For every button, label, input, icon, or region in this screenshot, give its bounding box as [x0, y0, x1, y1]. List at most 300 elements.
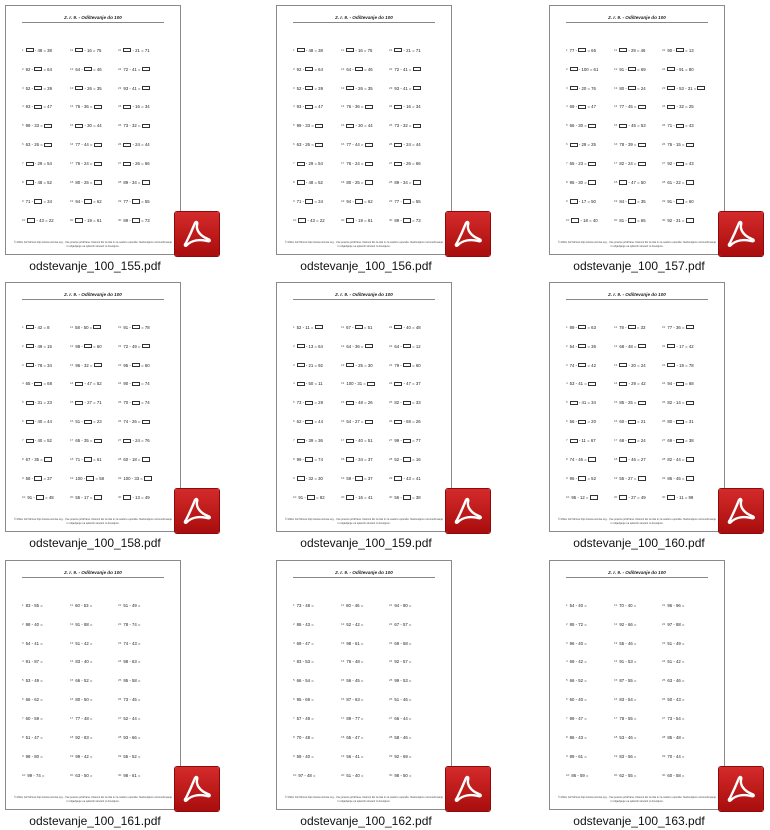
problem-item: $^6$ 95 - 69 = [293, 697, 314, 703]
answer-box [394, 476, 402, 480]
problem-item: $^2$ - 49 = 15 [22, 343, 52, 349]
problem-number: 5 [22, 400, 24, 405]
problem-number: 24 [662, 104, 666, 109]
problem-item: $^{14}$ 100 - 31 = [341, 381, 375, 386]
answer-box [75, 86, 83, 90]
problem-item: $^1$ 89 - = 63 [566, 324, 596, 330]
problem-item: $^1$ 77 - = 65 [566, 47, 596, 53]
answer-box [578, 325, 586, 329]
problem-number: 7 [22, 438, 24, 443]
problem-number: 14 [341, 659, 345, 664]
problem-item: $^{15}$ 66 - 52 = [70, 678, 93, 684]
problem-item: $^1$ - 42 = 8 [22, 324, 50, 330]
problem-number: 12 [614, 621, 618, 626]
problem-item: $^{20}$ - 19 = 61 [70, 218, 102, 223]
answer-box [686, 143, 694, 147]
answer-box [403, 218, 411, 222]
problem-item: $^{20}$ 63 - 50 = [70, 773, 93, 778]
file-name-label[interactable]: odstevanje_100_162.pdf [300, 814, 432, 828]
title-divider [293, 22, 435, 23]
problem-number: 16 [341, 419, 345, 424]
answer-box [394, 420, 402, 424]
answer-box [667, 495, 675, 499]
answer-box [619, 48, 627, 52]
problem-number: 18 [341, 735, 345, 740]
problem-number: 27 [662, 438, 666, 443]
problem-item: $^{27}$ 69 - = 38 [662, 438, 694, 444]
problem-number: 21 [118, 324, 122, 329]
answer-box [628, 67, 636, 71]
file-item[interactable] [0, 555, 210, 827]
problem-item: $^1$ 54 - 40 = [566, 602, 587, 608]
problem-number: 15 [70, 678, 74, 683]
problem-item: $^{24}$ - 16 = 34 [389, 104, 421, 110]
problem-item: $^{11}$ - 29 = 46 [614, 47, 646, 53]
problem-number: 15 [614, 678, 618, 683]
problem-number: 10 [22, 495, 26, 499]
problem-number: 3 [566, 640, 568, 645]
problem-number: 5 [566, 123, 568, 128]
problem-item: $^{28}$ 82 - 44 = [662, 457, 694, 462]
problem-number: 5 [293, 123, 295, 128]
problem-item: $^{14}$ 83 - 40 = [70, 659, 93, 665]
problem-number: 27 [389, 161, 393, 166]
problem-number: 10 [22, 773, 26, 777]
problem-item: $^8$ 86 - 43 = [566, 735, 587, 741]
problem-number: 24 [118, 659, 122, 664]
answer-box [132, 199, 140, 203]
file-name-label[interactable]: odstevanje_100_156.pdf [300, 259, 432, 273]
answer-box [297, 476, 305, 480]
problem-item: $^9$ - 17 = 50 [566, 199, 596, 205]
problem-item: $^{13}$ 98 - 61 = [341, 640, 364, 646]
problem-item: $^{10}$ - 18 = 40 [566, 218, 598, 223]
problem-number: 23 [389, 85, 393, 90]
problem-item: $^9$ 98 - 80 = [22, 754, 43, 760]
problem-item: $^{17}$ 82 - 24 = [614, 161, 646, 166]
problem-item: $^{26}$ - 24 = 44 [389, 142, 421, 148]
problem-item: $^{16}$ 54 - 27 = [341, 419, 373, 424]
problem-number: 2 [22, 66, 24, 71]
problem-item: $^6$ 60 - 40 = [566, 697, 587, 703]
problem-number: 23 [662, 640, 666, 645]
problem-item: $^{13}$ 55 - 46 = [614, 640, 637, 646]
answer-box [403, 457, 411, 461]
problem-number: 10 [22, 218, 26, 222]
problem-number: 3 [22, 640, 24, 645]
answer-box [570, 401, 578, 405]
problem-item: $^{25}$ 63 - 46 = [662, 678, 685, 684]
problem-number: 26 [389, 697, 393, 702]
pdf-thumbnail[interactable] [5, 282, 181, 532]
problem-item: $^{30}$ - 13 = 49 [118, 495, 150, 500]
answer-box [619, 382, 627, 386]
problem-number: 18 [70, 457, 74, 462]
answer-box [578, 344, 586, 348]
problem-item: $^{27}$ 99 - = 77 [389, 438, 421, 444]
answer-box [628, 439, 636, 443]
problem-item: $^{17}$ 76 - 24 = [70, 161, 102, 166]
problem-number: 8 [22, 735, 24, 740]
problem-number: 17 [70, 438, 74, 443]
answer-box [394, 325, 402, 329]
answer-box [123, 439, 131, 443]
problem-item: $^{15}$ 56 - 45 = [341, 678, 364, 684]
answer-box [365, 344, 373, 348]
worksheet-footer: © Mirko Ivič Mrvica http://www.ucimise.org - Vse pravice pridržane. Delovni list za tisk in za osebno uporabo. Nedovoljeno razmnoževanje in objavljanje na spletnih straneh ni dovoljeno. [558, 796, 716, 803]
problem-item: $^3$ - 20 = 76 [566, 85, 596, 91]
answer-box [638, 143, 646, 147]
problem-item: $^3$ 54 - 41 = [22, 640, 43, 646]
problem-item: $^5$ 73 - = 29 [293, 400, 323, 406]
problem-item: $^{18}$ 92 - 83 = [70, 735, 93, 741]
file-name-label[interactable]: odstevanje_100_158.pdf [29, 536, 161, 550]
problem-item: $^{25}$ 71 - = 43 [662, 123, 694, 129]
answer-box [394, 143, 402, 147]
problem-number: 22 [118, 343, 122, 348]
file-name-label[interactable]: odstevanje_100_160.pdf [573, 536, 705, 550]
problem-number: 6 [566, 142, 568, 147]
problem-item: $^8$ 95 - 30 = [566, 180, 596, 185]
pdf-thumbnail[interactable] [5, 560, 181, 810]
problem-item: $^4$ 93 - = 47 [293, 104, 323, 110]
worksheet-title: 2. r. 9. - Odštevanje do 100 [335, 570, 393, 575]
problem-item: $^{18}$ - 34 = 37 [341, 457, 373, 463]
problem-item: $^{24}$ 94 - = 68 [662, 381, 694, 387]
problem-number: 25 [389, 400, 393, 405]
problem-item: $^7$ 65 - 23 = [566, 161, 596, 166]
problem-item: $^{11}$ 80 - 46 = [341, 602, 364, 608]
problem-item: $^6$ 63 - 26 = [293, 142, 323, 147]
problem-item: $^{16}$ 80 - 50 = [70, 697, 93, 703]
problem-number: 6 [566, 419, 568, 424]
pdf-thumbnail[interactable] [549, 282, 725, 532]
problem-number: 4 [293, 381, 295, 386]
problem-item: $^4$ 83 - 53 = [293, 659, 314, 665]
problem-number: 29 [118, 754, 122, 759]
problem-item: $^{29}$ 100 - 33 = [118, 476, 152, 481]
problem-number: 27 [662, 716, 666, 721]
problem-number: 26 [389, 142, 393, 147]
answer-box [94, 439, 102, 443]
problem-number: 22 [662, 343, 666, 348]
problem-number: 19 [70, 476, 74, 481]
problem-number: 2 [293, 66, 295, 71]
problem-number: 2 [566, 343, 568, 348]
answer-box [403, 401, 411, 405]
problem-item: $^{21}$ 91 - = 78 [118, 324, 150, 330]
problem-item: $^{22}$ 72 - 41 = [118, 67, 150, 72]
problem-number: 6 [22, 419, 24, 424]
problem-item: $^{17}$ 68 - = 24 [614, 438, 646, 444]
problem-number: 14 [70, 104, 74, 109]
file-name-label[interactable]: odstevanje_100_157.pdf [573, 259, 705, 273]
problem-item: $^{14}$ - 29 = 42 [614, 381, 646, 387]
pdf-thumbnail[interactable] [276, 5, 452, 255]
answer-box [142, 457, 150, 461]
problem-item: $^{25}$ 82 - 14 = [662, 400, 694, 405]
problem-number: 30 [389, 773, 393, 777]
problem-item: $^{24}$ 98 - 63 = [118, 659, 141, 665]
problem-number: 13 [70, 85, 74, 90]
problem-item: $^1$ - 48 = 38 [293, 47, 323, 53]
answer-box [34, 67, 42, 71]
answer-box [297, 382, 305, 386]
problem-item: $^{21}$ 77 - 36 = [662, 325, 694, 330]
problem-number: 1 [22, 602, 24, 607]
answer-box [394, 48, 402, 52]
problem-item: $^{16}$ 87 - 63 = [341, 697, 364, 703]
problem-number: 5 [293, 678, 295, 683]
problem-number: 4 [293, 659, 295, 664]
problem-item: $^3$ 96 - 40 = [566, 640, 587, 646]
problem-number: 30 [389, 495, 393, 499]
problem-number: 11 [70, 324, 74, 329]
problem-item: $^4$ 93 - = 47 [22, 104, 52, 110]
problem-number: 20 [341, 495, 345, 499]
problem-number: 19 [614, 754, 618, 759]
answer-box [676, 199, 684, 203]
problem-item: $^{22}$ 64 - = 12 [389, 343, 421, 349]
pdf-thumbnail[interactable] [276, 560, 452, 810]
worksheet-title: 2. r. 9. - Odštevanje do 100 [608, 570, 666, 575]
problem-item: $^{27}$ - 24 = 76 [118, 438, 150, 444]
problem-number: 8 [22, 180, 24, 185]
pdf-thumbnail[interactable] [5, 5, 181, 255]
problem-item: $^4$ 65 - = 68 [22, 381, 52, 387]
problem-number: 8 [566, 735, 568, 740]
problem-number: 28 [118, 180, 122, 185]
problem-item: $^5$ 99 - 33 = [22, 123, 52, 128]
problem-number: 20 [614, 218, 618, 222]
problem-item: $^{17}$ 76 - 24 = [341, 161, 373, 166]
answer-box [355, 67, 363, 71]
pdf-icon [446, 489, 490, 533]
worksheet-footer: © Mirko Ivič Mrvica http://www.ucimise.org - Vse pravice pridržane. Delovni list za tisk in za osebno uporabo. Nedovoljeno razmnoževanje in objavljanje na spletnih straneh ni dovoljeno. [558, 518, 716, 525]
problem-number: 30 [118, 218, 122, 222]
problem-number: 12 [70, 343, 74, 348]
answer-box [686, 325, 694, 329]
problem-number: 12 [341, 66, 345, 71]
answer-box [305, 86, 313, 90]
problem-number: 1 [22, 324, 24, 329]
answer-box [355, 476, 363, 480]
answer-box [84, 67, 92, 71]
problem-item: $^{30}$ 98 - 50 = [389, 773, 412, 778]
problem-item: $^{20}$ - 27 = 49 [614, 495, 646, 500]
problem-item: $^{13}$ - 20 = 24 [614, 362, 646, 368]
problem-item: $^{28}$ 89 - 34 = [389, 180, 421, 185]
problem-item: $^{23}$ 79 - = 60 [389, 362, 421, 368]
problem-item: $^{15}$ - 30 = 44 [341, 123, 373, 129]
problem-number: 13 [70, 362, 74, 367]
file-item[interactable] [544, 277, 754, 549]
problem-item: $^{10}$ - 43 = 22 [22, 218, 54, 223]
problem-item: $^{11}$ - 16 = 75 [70, 47, 102, 53]
problem-item: $^6$ 56 - = 20 [566, 419, 596, 425]
answer-box [413, 180, 421, 184]
problem-number: 9 [293, 476, 295, 481]
problem-number: 16 [70, 697, 74, 702]
problem-item: $^7$ 99 - 47 = [566, 716, 587, 722]
answer-box [588, 457, 596, 461]
answer-box [628, 199, 636, 203]
problem-number: 12 [70, 621, 74, 626]
problem-number: 29 [662, 476, 666, 481]
problem-item: $^8$ - 48 = 52 [293, 180, 323, 186]
problem-number: 18 [614, 735, 618, 740]
problem-number: 12 [341, 621, 345, 626]
answer-box [667, 86, 675, 90]
problem-item: $^{28}$ 58 - 46 = [389, 735, 412, 741]
pdf-thumbnail[interactable] [549, 5, 725, 255]
answer-box [94, 363, 102, 367]
problem-number: 27 [118, 161, 122, 166]
problem-item: $^{20}$ 62 - 55 = [614, 773, 637, 778]
problem-item: $^{28}$ 85 - 48 = [662, 735, 685, 741]
answer-box [94, 105, 102, 109]
file-item[interactable] [0, 277, 210, 549]
problem-number: 8 [22, 457, 24, 462]
problem-item: $^{26}$ - 24 = 44 [118, 142, 150, 148]
problem-number: 21 [118, 47, 122, 52]
pdf-thumbnail[interactable] [276, 282, 452, 532]
problem-number: 13 [341, 640, 345, 645]
file-name-label[interactable]: odstevanje_100_163.pdf [573, 814, 705, 828]
answer-box [123, 143, 131, 147]
problem-item: $^{14}$ 76 - 48 = [341, 659, 364, 665]
answer-box [365, 143, 373, 147]
file-name-label[interactable]: odstevanje_100_155.pdf [29, 259, 161, 273]
problem-number: 21 [662, 324, 666, 329]
problem-number: 23 [662, 85, 666, 90]
answer-box [132, 363, 140, 367]
problem-number: 28 [389, 735, 393, 740]
problem-number: 7 [293, 161, 295, 166]
problem-item: $^{11}$ 60 - 53 = [70, 602, 93, 608]
answer-box [590, 495, 598, 499]
problem-item: $^{13}$ 80 - = 24 [614, 85, 646, 91]
answer-box [628, 325, 636, 329]
problem-item: $^{15}$ 87 - 55 = [614, 678, 637, 684]
problem-item: $^{17}$ 89 - 77 = [341, 716, 364, 722]
answer-box [315, 124, 323, 128]
problem-number: 4 [566, 381, 568, 386]
file-name-label[interactable]: odstevanje_100_161.pdf [29, 814, 161, 828]
problem-item: $^{12}$ 52 - 42 = [341, 621, 364, 627]
problem-item: $^7$ - 40 = 52 [22, 438, 52, 444]
file-item[interactable] [271, 555, 481, 827]
problem-item: $^{24}$ 92 - 57 = [389, 659, 412, 665]
problem-item: $^7$ - 11 = 67 [566, 438, 596, 444]
problem-number: 9 [566, 754, 568, 759]
pdf-thumbnail[interactable] [549, 560, 725, 810]
file-item[interactable] [271, 277, 481, 549]
answer-box [94, 495, 102, 499]
answer-box [307, 495, 315, 499]
title-divider [566, 577, 708, 578]
answer-box [27, 218, 35, 222]
problem-item: $^{13}$ - 25 = 30 [341, 362, 373, 368]
answer-box [34, 476, 42, 480]
problem-number: 28 [389, 457, 393, 462]
problem-item: $^{13}$ 96 - 32 = [70, 363, 102, 368]
problem-number: 14 [70, 381, 74, 386]
answer-box [667, 105, 675, 109]
problem-item: $^{20}$ - 19 = 61 [341, 218, 373, 223]
problem-item: $^{21}$ 94 - 80 = [389, 602, 412, 608]
problem-item: $^{23}$ 95 - = 60 [118, 362, 150, 368]
answer-box [570, 199, 578, 203]
problem-number: 14 [614, 381, 618, 386]
worksheet-title: 2. r. 9. - Odštevanje do 100 [64, 15, 122, 20]
problem-item: $^3$ 69 - 47 = [293, 640, 314, 646]
problem-item: $^{14}$ 76 - 36 = [341, 104, 373, 109]
title-divider [22, 22, 164, 23]
answer-box [619, 495, 627, 499]
answer-box [676, 124, 684, 128]
problem-item: $^{16}$ 78 - 39 = [614, 142, 646, 147]
pdf-icon [446, 767, 490, 811]
problem-item: $^{16}$ 51 - = 23 [70, 419, 102, 425]
problem-number: 1 [566, 602, 568, 607]
problem-item: $^{18}$ 80 - 25 = [70, 180, 102, 185]
problem-number: 18 [70, 735, 74, 740]
problem-number: 7 [566, 438, 568, 443]
file-item[interactable] [271, 0, 481, 272]
problem-item: $^{18}$ 65 - 47 = [341, 735, 364, 741]
file-item[interactable] [544, 555, 754, 827]
problem-item: $^9$ 71 - = 34 [22, 199, 52, 205]
answer-box [588, 124, 596, 128]
problem-number: 26 [389, 419, 393, 424]
problem-number: 14 [341, 104, 345, 109]
problem-item: $^{19}$ 100 - = 58 [70, 476, 105, 482]
file-item[interactable] [544, 0, 754, 272]
problem-item: $^9$ 89 - 61 = [566, 754, 587, 760]
answer-box [686, 457, 694, 461]
problem-number: 2 [22, 621, 24, 626]
file-name-label[interactable]: odstevanje_100_159.pdf [300, 536, 432, 550]
problem-number: 11 [341, 47, 345, 52]
problem-item: $^{15}$ - 48 = 26 [341, 400, 373, 406]
answer-box [84, 199, 92, 203]
problem-number: 22 [118, 66, 122, 71]
problem-number: 19 [614, 476, 618, 481]
problem-item: $^4$ 53 - 41 = [566, 381, 596, 386]
problem-number: 9 [22, 476, 24, 481]
problem-number: 13 [341, 362, 345, 367]
problem-number: 23 [389, 362, 393, 367]
answer-box [305, 401, 313, 405]
answer-box [84, 420, 92, 424]
file-item[interactable] [0, 0, 210, 272]
problem-number: 15 [341, 123, 345, 128]
problem-number: 25 [662, 678, 666, 683]
problem-item: $^{19}$ 56 - 41 = [341, 754, 364, 760]
answer-box [26, 420, 34, 424]
answer-box [676, 48, 684, 52]
problem-item: $^{21}$ 51 - 49 = [118, 602, 141, 608]
problem-item: $^{26}$ - 69 = 26 [389, 419, 421, 425]
answer-box [297, 180, 305, 184]
answer-box [93, 325, 101, 329]
problem-item: $^5$ 66 - 54 = [293, 678, 314, 684]
problem-number: 2 [566, 621, 568, 626]
problem-number: 7 [293, 438, 295, 443]
answer-box [34, 86, 42, 90]
answer-box [346, 218, 354, 222]
